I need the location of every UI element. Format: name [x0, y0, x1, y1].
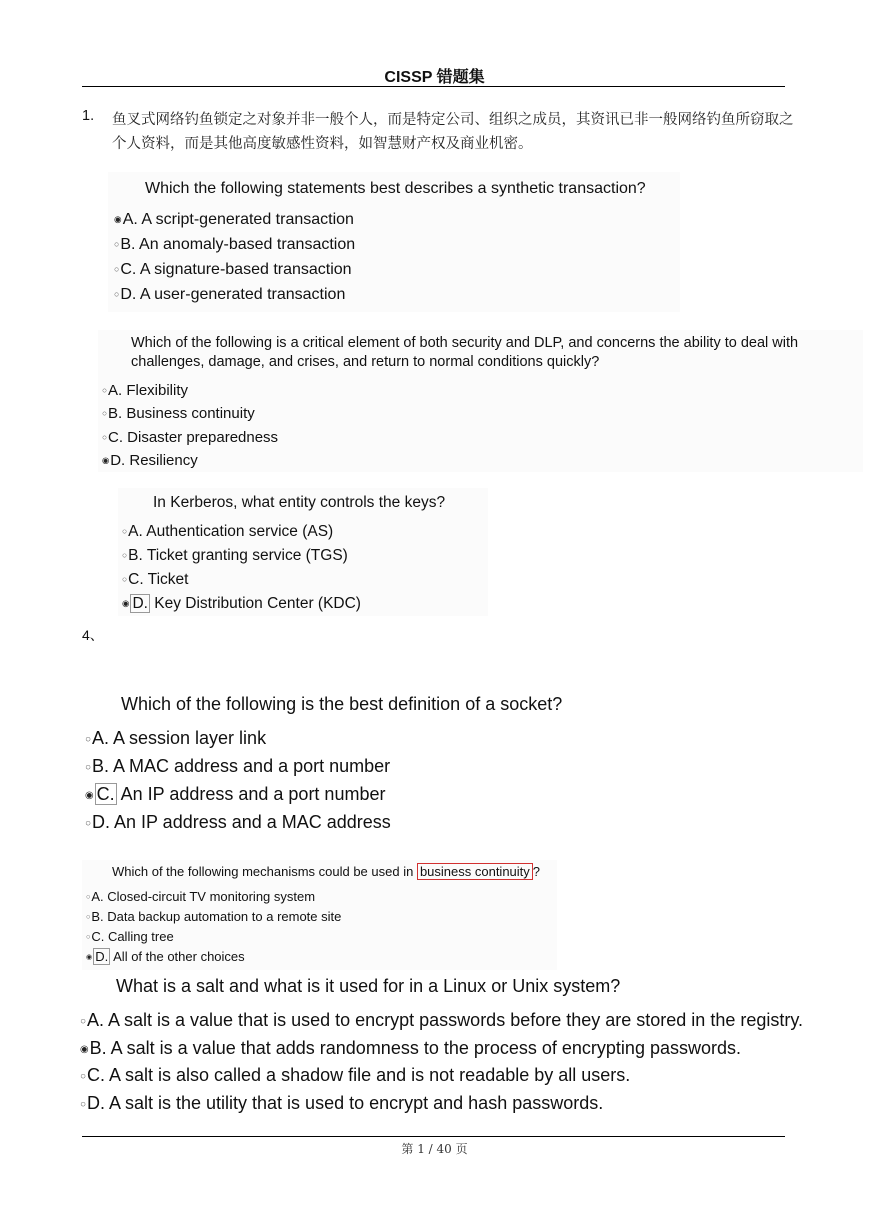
- option-label: A.: [122, 211, 138, 228]
- radio-unselected-icon[interactable]: ○: [122, 525, 128, 536]
- answer-option-c[interactable]: [114, 261, 352, 279]
- radio-selected-icon[interactable]: ◉: [122, 597, 130, 608]
- radio-unselected-icon[interactable]: ○: [85, 817, 91, 829]
- answer-option-a[interactable]: [80, 1010, 803, 1031]
- radio-selected-icon[interactable]: ◉: [86, 953, 93, 962]
- option-label: B.: [107, 405, 123, 422]
- option-text: A session layer link: [108, 728, 267, 748]
- option-label: B.: [91, 909, 104, 924]
- question-block-business-continuity: [82, 860, 557, 970]
- option-text: Key Distribution Center (KDC): [149, 595, 361, 612]
- option-label: D.: [132, 595, 148, 612]
- question-text-post: ?: [532, 864, 541, 879]
- radio-unselected-icon[interactable]: ○: [102, 408, 107, 418]
- option-label: B.: [89, 1038, 107, 1058]
- question-block-synthetic-transaction: [108, 172, 680, 312]
- radio-unselected-icon[interactable]: ○: [80, 1015, 86, 1027]
- answer-option-b[interactable]: [122, 547, 348, 565]
- item-paragraph: 鱼叉式网络钓鱼锁定之对象并非一般个人，而是特定公司、组织之成员，其资讯已非一般网络钓鱼所窃取之个人资料，而是其他高度敏感性资料，如智慧财产权及商业机密。: [112, 112, 794, 152]
- radio-unselected-icon[interactable]: ○: [114, 288, 120, 299]
- radio-selected-icon[interactable]: ◉: [85, 789, 94, 801]
- option-label: D.: [86, 1093, 105, 1113]
- answer-option-b[interactable]: [85, 756, 390, 777]
- option-text: Data backup automation to a remote site: [103, 909, 342, 924]
- answer-option-c[interactable]: [122, 571, 188, 589]
- option-label: A.: [86, 1010, 104, 1030]
- radio-unselected-icon[interactable]: ○: [122, 549, 128, 560]
- question-text: What is a salt and what is it used for in a Linux or Unix system?: [116, 976, 621, 996]
- option-label: A.: [107, 382, 123, 399]
- option-text: Authentication service (AS): [142, 523, 334, 540]
- question-text: In Kerberos, what entity controls the keys?: [153, 494, 446, 511]
- answer-option-d[interactable]: [86, 949, 245, 964]
- radio-unselected-icon[interactable]: ○: [86, 933, 91, 942]
- answer-option-b[interactable]: [86, 909, 341, 924]
- answer-option-d[interactable]: [114, 286, 345, 304]
- option-text: All of the other choices: [110, 949, 245, 964]
- item-number-4: 4、: [82, 627, 104, 643]
- option-label: D.: [110, 452, 126, 469]
- item-number: 1.: [82, 108, 95, 124]
- option-text: Calling tree: [104, 929, 174, 944]
- question-text: [112, 864, 540, 879]
- radio-unselected-icon[interactable]: ○: [114, 238, 120, 249]
- question-block-socket: [82, 688, 562, 838]
- question-text: Which the following statements best describes a synthetic transaction?: [145, 180, 646, 197]
- option-label: A.: [91, 889, 104, 904]
- answer-option-a[interactable]: [114, 211, 354, 229]
- option-label: B.: [120, 236, 136, 253]
- answer-option-c[interactable]: [86, 929, 174, 944]
- radio-unselected-icon[interactable]: ○: [85, 761, 91, 773]
- question-block-resiliency: [98, 330, 863, 472]
- page-header-title: CISSP 错题集: [384, 69, 485, 86]
- option-label: C.: [96, 784, 115, 804]
- question-text: Which of the following is the best definition of a socket?: [121, 694, 563, 714]
- answer-option-b[interactable]: [80, 1038, 741, 1059]
- answer-option-a[interactable]: [122, 523, 333, 541]
- radio-unselected-icon[interactable]: ○: [85, 733, 91, 745]
- answer-option-b[interactable]: [114, 236, 355, 254]
- option-text: Closed-circuit TV monitoring system: [103, 889, 316, 904]
- option-text: Flexibility: [122, 382, 189, 399]
- footer-divider: [82, 1136, 785, 1137]
- answer-option-d[interactable]: [102, 452, 198, 469]
- option-text: A script-generated transaction: [137, 211, 354, 228]
- radio-unselected-icon[interactable]: ○: [102, 385, 107, 395]
- option-label: D.: [91, 812, 110, 832]
- option-label: C.: [86, 1065, 105, 1085]
- answer-option-c[interactable]: [85, 784, 385, 805]
- option-label: C.: [107, 429, 123, 446]
- radio-unselected-icon[interactable]: ○: [102, 432, 107, 442]
- option-text: A salt is a value that is used to encrypt passwords before they are stored in the registry.: [103, 1010, 804, 1030]
- option-text: A salt is the utility that is used to encrypt and hash passwords.: [104, 1093, 604, 1113]
- option-label: B.: [128, 547, 143, 564]
- option-label: B.: [91, 756, 109, 776]
- question-text-line1: Which of the following is a critical element of both security and DLP, and concerns the ability to deal with: [131, 335, 799, 351]
- question-block-salt: [78, 972, 838, 1122]
- option-text: A user-generated transaction: [136, 286, 346, 303]
- option-label: D.: [95, 949, 109, 964]
- radio-unselected-icon[interactable]: ○: [80, 1070, 86, 1082]
- header-divider: [82, 86, 785, 87]
- radio-selected-icon[interactable]: ◉: [102, 455, 110, 465]
- answer-option-a[interactable]: [85, 728, 266, 749]
- question-text-line2: challenges, damage, and crises, and return to normal conditions quickly?: [131, 354, 600, 370]
- option-text: Business continuity: [122, 405, 255, 422]
- question-text-pre: Which of the following mechanisms could be used in: [112, 864, 417, 879]
- highlighted-term: business continuity: [417, 863, 533, 880]
- radio-unselected-icon[interactable]: ○: [86, 893, 91, 902]
- answer-option-a[interactable]: [86, 889, 315, 904]
- radio-selected-icon[interactable]: ◉: [80, 1043, 89, 1055]
- answer-option-d[interactable]: [122, 595, 361, 613]
- question-block-kerberos: [118, 488, 488, 616]
- option-text: Ticket granting service (TGS): [142, 547, 348, 564]
- option-label: A.: [128, 523, 143, 540]
- radio-unselected-icon[interactable]: ○: [114, 263, 120, 274]
- option-label: C.: [91, 929, 105, 944]
- answer-option-c[interactable]: [102, 429, 278, 446]
- option-label: A.: [91, 728, 109, 748]
- option-text: An anomaly-based transaction: [135, 236, 356, 253]
- option-text: Resiliency: [125, 452, 198, 469]
- option-text: A salt is a value that adds randomness to the process of encrypting passwords.: [106, 1038, 741, 1058]
- page-number: 第 1 / 40 页: [401, 1142, 468, 1156]
- answer-option-d[interactable]: [80, 1093, 603, 1114]
- option-text: An IP address and a MAC address: [109, 812, 391, 832]
- option-text: A signature-based transaction: [136, 261, 352, 278]
- radio-selected-icon[interactable]: ◉: [114, 213, 122, 224]
- option-text: An IP address and a port number: [116, 784, 386, 804]
- radio-unselected-icon[interactable]: ○: [86, 913, 91, 922]
- option-text: Ticket: [143, 571, 189, 588]
- answer-option-c[interactable]: [80, 1065, 630, 1086]
- radio-unselected-icon[interactable]: ○: [122, 573, 128, 584]
- radio-unselected-icon[interactable]: ○: [80, 1098, 86, 1110]
- option-label: C.: [128, 571, 144, 588]
- option-text: A MAC address and a port number: [108, 756, 391, 776]
- answer-option-a[interactable]: [102, 382, 188, 399]
- option-text: Disaster preparedness: [122, 429, 279, 446]
- option-text: A salt is also called a shadow file and is not readable by all users.: [104, 1065, 631, 1085]
- option-label: C.: [120, 261, 137, 278]
- option-label: D.: [120, 286, 137, 303]
- answer-option-b[interactable]: [102, 405, 255, 422]
- answer-option-d[interactable]: [85, 812, 391, 833]
